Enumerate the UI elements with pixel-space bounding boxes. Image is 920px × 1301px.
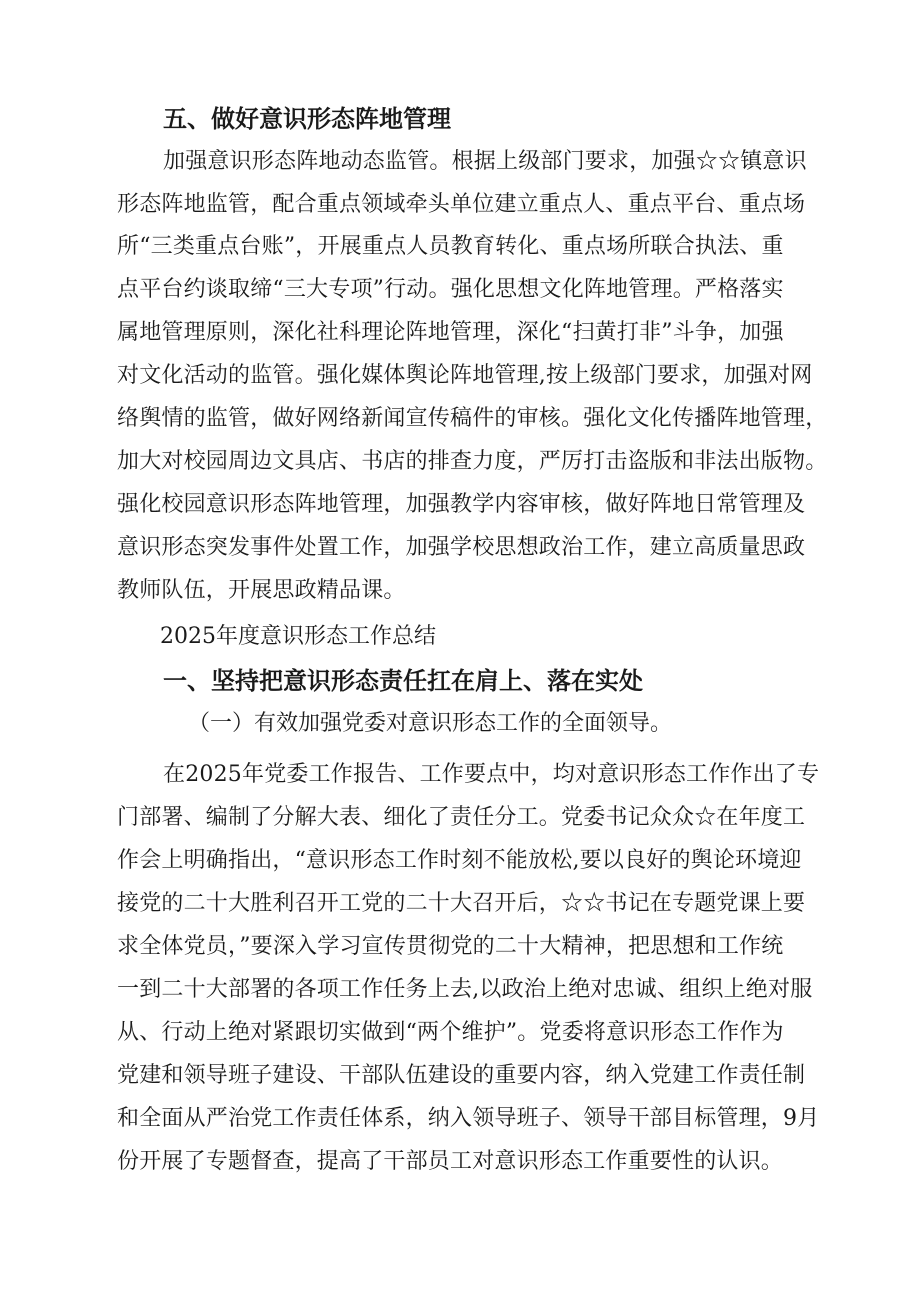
paragraph-line: 所“三类重点台账”，开展重点人员教育转化、重点场所联合执法、重 (117, 234, 784, 259)
paragraph-line: 份开展了专题督查，提高了干部员工对意识形态工作重要性的认识。 (117, 1149, 784, 1174)
paragraph-line: 作会上明确指出，“意识形态工作时刻不能放松,要以良好的舆论环境迎 (117, 848, 802, 873)
paragraph-line: 教师队伍，开展思政精品课。 (117, 578, 406, 603)
paragraph-line: 党建和领导班子建设、干部队伍建设的重要内容，纳入党建工作责任制 (117, 1063, 806, 1088)
section-heading-one: 一、坚持把意识形态责任扛在肩上、落在实处 (163, 667, 643, 695)
paragraph-line: 门部署、编制了分解大表、细化了责任分工。党委书记众众☆在年度工 (117, 805, 806, 830)
paragraph-line: 加强意识形态阵地动态监管。根据上级部门要求，加强☆☆镇意识 (163, 149, 807, 174)
paragraph-line: 加大对校园周边文具店、书店的排查力度，严厉打击盗版和非法出版物。 (117, 449, 828, 474)
summary-title: 2025年度意识形态工作总结 (160, 624, 436, 649)
paragraph-line: 意识形态突发事件处置工作，加强学校思想政治工作，建立高质量思政 (117, 535, 806, 560)
paragraph-line: 络舆情的监管，做好网络新闻宣传稿件的审核。强化文化传播阵地管理， (117, 406, 828, 431)
subsection-heading: （一）有效加强党委对意识形态工作的全面领导。 (188, 711, 673, 736)
paragraph-line: 接党的二十大胜利召开工党的二十大召开后，☆☆书记在专题党课上要 (117, 891, 806, 916)
paragraph-line: 对文化活动的监管。强化媒体舆论阵地管理,按上级部门要求，加强对网 (117, 363, 813, 388)
paragraph-line: 从、行动上绝对紧跟切实做到“两个维护”。党委将意识形态工作作为 (117, 1020, 784, 1045)
paragraph-line: 点平台约谈取缔“三大专项”行动。强化思想文化阵地管理。严格落实 (117, 277, 784, 302)
paragraph-line: 一到二十大部署的各项工作任务上去,以政治上绝对忠诚、组织上绝对服 (117, 977, 813, 1002)
section-heading-five: 五、做好意识形态阵地管理 (163, 105, 451, 133)
paragraph-line: 形态阵地监管，配合重点领域牵头单位建立重点人、重点平台、重点场 (117, 192, 806, 217)
paragraph-line: 和全面从严治党工作责任体系，纳入领导班子、领导干部目标管理，9月 (117, 1106, 820, 1131)
paragraph-line: 在2025年党委工作报告、工作要点中，均对意识形态工作作出了专 (163, 762, 820, 787)
paragraph-line: 强化校园意识形态阵地管理，加强教学内容审核，做好阵地日常管理及 (117, 492, 806, 517)
paragraph-line: 求全体党员，”要深入学习宣传贯彻党的二十大精神，把思想和工作统 (117, 934, 784, 959)
paragraph-line: 属地管理原则，深化社科理论阵地管理，深化“扫黄打非”斗争，加强 (117, 320, 784, 345)
